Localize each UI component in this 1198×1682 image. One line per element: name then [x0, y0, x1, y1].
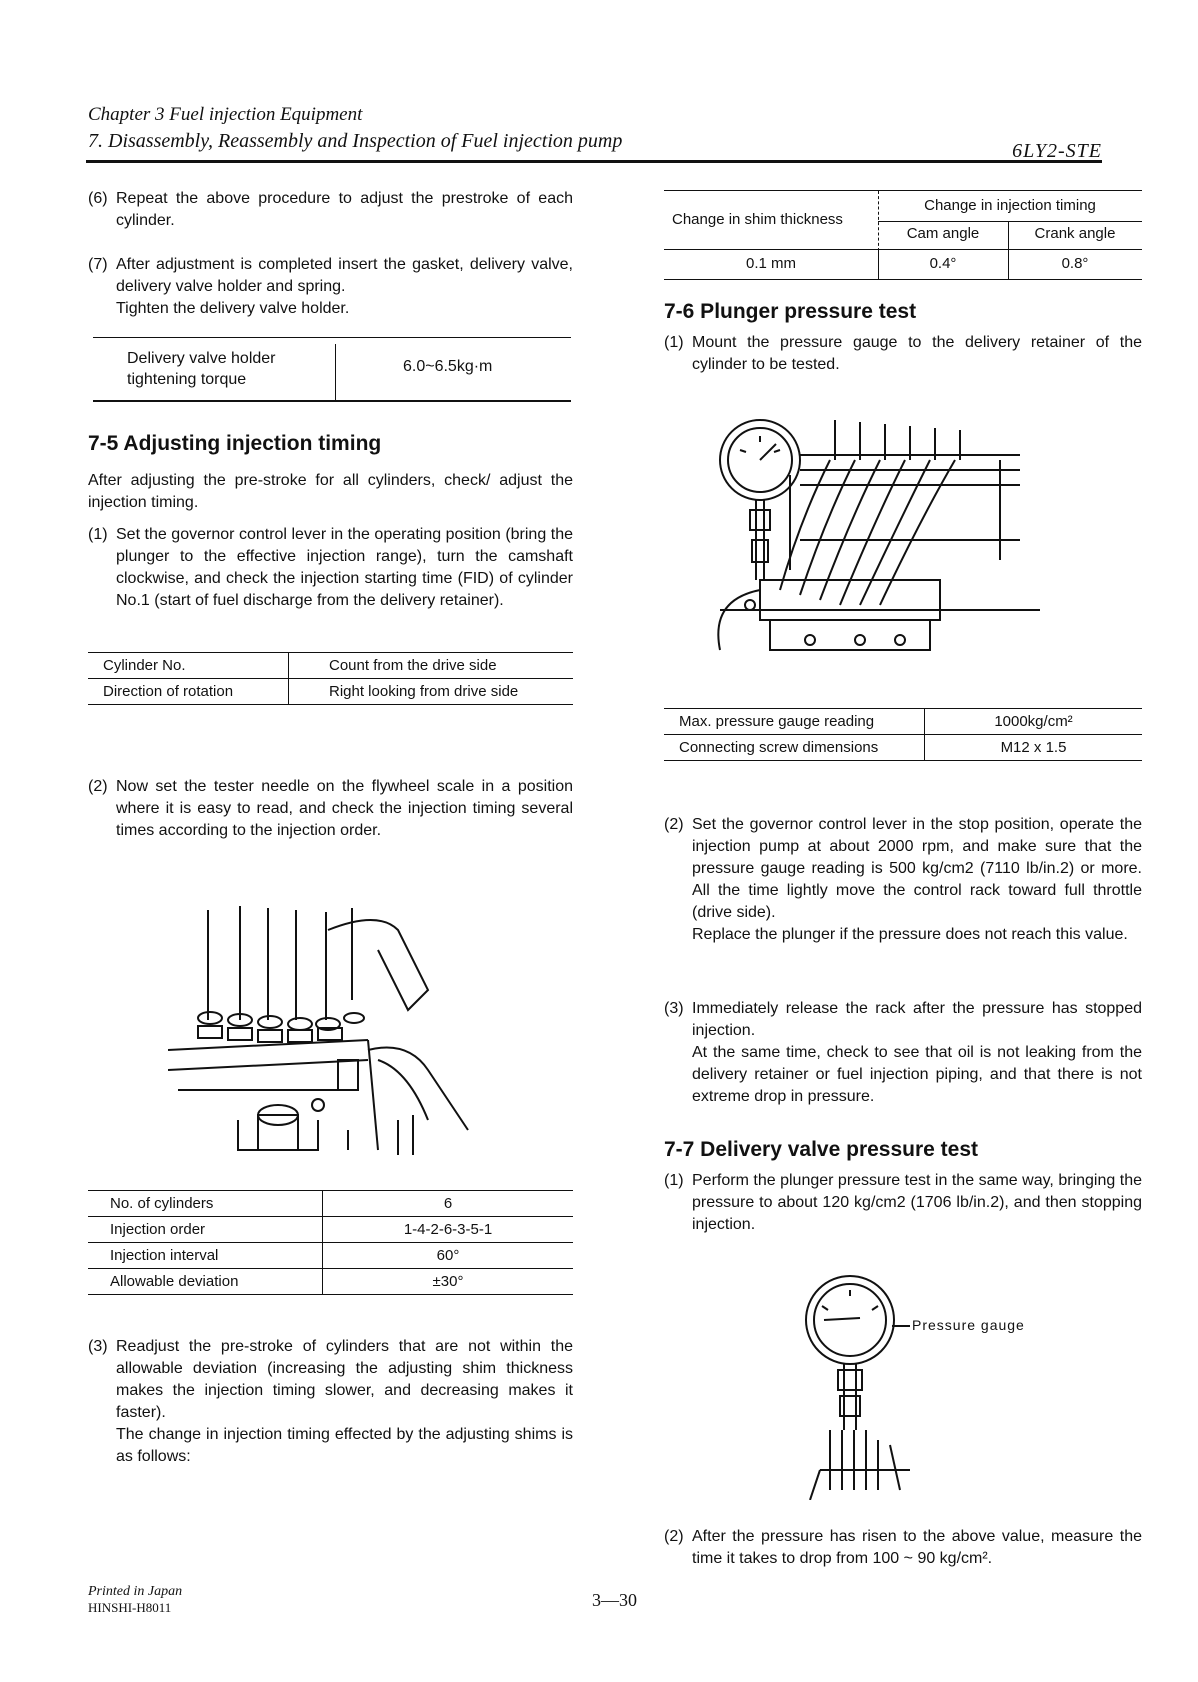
injection-pump-illustration — [168, 900, 518, 1160]
cam-angle-header: Cam angle — [906, 225, 980, 242]
torque-table — [93, 337, 571, 402]
section-7-5-title: 7-5 Adjusting injection timing — [88, 432, 382, 455]
cam-angle-value: 0.4° — [929, 255, 957, 272]
section-7-6-step-3: (3) Immediately release the rack after the pressure has stopped injection. At the same time, check to see that oil is not leaking from the delivery retainer or fuel injection piping, and that there is not extreme drop in pressure. — [664, 1000, 1142, 1105]
document-code: HINSHI-H8011 — [88, 1600, 172, 1615]
torque-divider — [335, 344, 336, 400]
table-row: Direction of rotation Right looking from drive side — [88, 679, 573, 705]
torque-value: 6.0~6.5kg·m — [403, 358, 493, 375]
shim-value: 0.1 mm — [745, 255, 796, 272]
section-7-5-intro: After adjusting the pre-stroke for all cylinders, check/ adjust the injection timing. — [88, 472, 573, 511]
table-row: Injection order 1-4-2-6-3-5-1 — [88, 1217, 573, 1243]
section-7-6-step-1: (1) Mount the pressure gauge to the delivery retainer of the cylinder to be tested. — [664, 334, 1142, 373]
section-7-5-step-1: (1) Set the governor control lever in the operating position (bring the plunger to the effective injection range), turn the camshaft clockwise, and check the injection starting time (FID) of cylinder No.1 (start of fuel discharge from the delivery retainer). — [88, 526, 573, 609]
shim-table — [664, 190, 1142, 280]
section-7-6-step-2: (2) Set the governor control lever in the stop position, operate the injection pump at about 2000 rpm, and make sure that the pressure gauge reading is 500 kg/cm2 (7110 lb/in.2) or more. All the time lightly move the control rack toward full throttle (drive side). Replace the plunger if the pressure does not reach this value. — [664, 816, 1142, 943]
section-7-7-step-1: (1) Perform the plunger pressure test in the same way, bringing the pressure to about 120 kg/cm2 (1706 lb/in.2), and then stopping injection. — [664, 1172, 1142, 1233]
table-row: Max. pressure gauge reading 1000kg/cm² — [664, 709, 1142, 735]
left-step-6: (6) Repeat the above procedure to adjust the prestroke of each cylinder. — [88, 190, 573, 229]
crank-angle-value: 0.8° — [1061, 255, 1089, 272]
table-row: Connecting screw dimensions M12 x 1.5 — [664, 735, 1142, 761]
table-row: Allowable deviation ±30° — [88, 1269, 573, 1295]
table-row: No. of cylinders 6 — [88, 1191, 573, 1217]
injection-table — [88, 1190, 573, 1295]
table-row: Injection interval 60° — [88, 1243, 573, 1269]
chapter-title: Chapter 3 Fuel injection Equipment — [88, 104, 363, 125]
pressure-gauge-pump-illustration — [700, 400, 1060, 700]
page-number: 3—30 — [592, 1590, 637, 1610]
timing-header: Change in injection timing — [924, 197, 1096, 214]
section-title: 7. Disassembly, Reassembly and Inspection of Fuel injection pump — [88, 130, 623, 152]
section-7-5-step-2: (2) Now set the tester needle on the flywheel scale in a position where it is easy to read, and check the injection timing several times according to the injection order. — [88, 778, 573, 839]
table-row: Cylinder No. Count from the drive side — [88, 653, 573, 679]
shim-header: Change in shim thickness — [672, 211, 843, 228]
delivery-valve-gauge-illustration — [800, 1270, 950, 1500]
crank-angle-header: Crank angle — [1034, 225, 1116, 242]
pressure-table — [664, 708, 1142, 761]
cylinder-table — [88, 652, 573, 705]
section-7-6-title: 7-6 Plunger pressure test — [664, 300, 917, 323]
section-7-7-step-2: (2) After the pressure has risen to the above value, measure the time it takes to drop from 100 ~ 90 kg/cm². — [664, 1528, 1142, 1567]
printed-note: Printed in Japan — [88, 1584, 183, 1599]
torque-label: Delivery valve holder tightening torque — [127, 350, 276, 388]
left-step-7: (7) After adjustment is completed insert the gasket, delivery valve, delivery valve holder and spring. Tighten the delivery valve holder. — [88, 256, 573, 317]
model-code: 6LY2-STE — [1012, 140, 1102, 162]
header-rule — [86, 160, 1102, 163]
section-7-5-step-3: (3) Readjust the pre-stroke of cylinders that are not within the allowable deviation (increasing the adjusting shim thickness makes the injection timing slower, and decreasing makes it faster). The change in injection timing effected by the adjusting shims is as follows: — [88, 1338, 573, 1465]
pressure-gauge-label: Pressure gauge — [912, 1317, 1025, 1333]
section-7-7-title: 7-7 Delivery valve pressure test — [664, 1138, 979, 1161]
